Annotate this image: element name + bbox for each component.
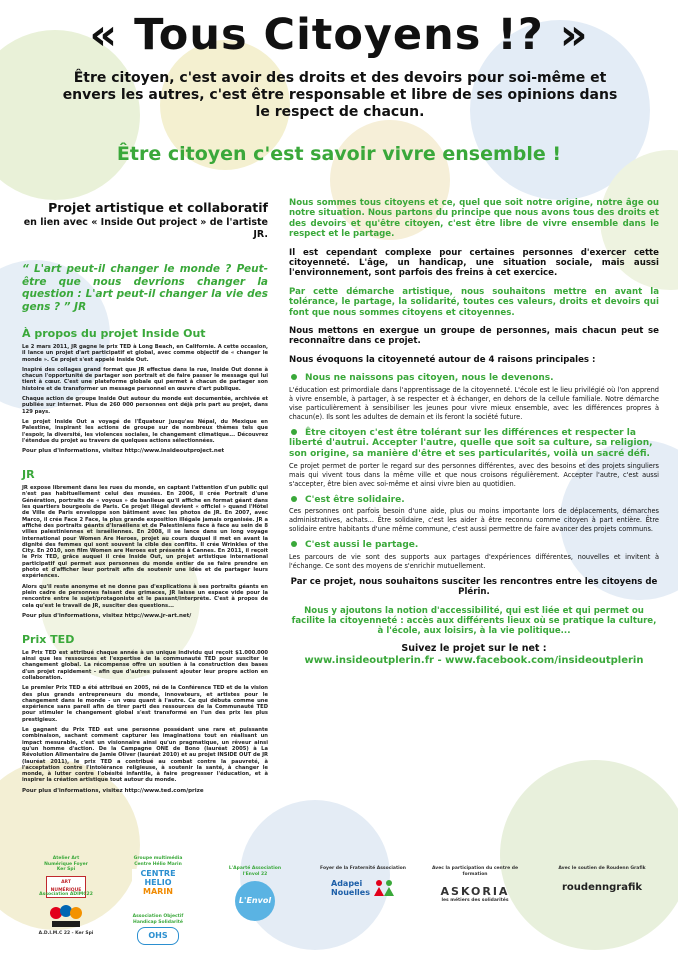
- ted-link[interactable]: Pour plus d'informations, visitez http://www.ted.com/prize: [22, 787, 204, 794]
- jr-paragraph: JR expose librement dans les rues du monde, en captant l'attention d'un public qui n'est pas habituellement celui des musées. En 2006, il crée Portrait d'une Génération, portraits de « voyous » de banlieue qu'il affiche en format géant dans les quartiers bourgeois de Paris. Ce projet illégal devient « officiel » quand l'Hôtel de Ville de Paris enveloppe son bâtiment avec les photos de JR. En 2007, avec Marco, il crée Face 2 Face, la plus grande exposition illégale jamais organisée. JR a affiché des portraits géants d'Israéliens et de Palestiniens face à face au sein de 8 villes palestiniennes et israéliennes. En 2008, il se lance dans un long voyage international pour Women Are Heroes, projet au cours duquel il met en avant la dignité des femmes qui sont souvent la cible des conflits. Il crée Wrinkles of the City. En 2010, son film Women are Heroes est présenté à Cannes. En 2011, il reçoit le Prix TED, grâce auquel il crée Inside Out, un projet artistique international participatif qui permet aux personnes du monde entier de se faire prendre en photo et d'afficher leur portrait afin de soutenir une idée et de partager leurs expériences.: [22, 485, 268, 580]
- ted-paragraph: Le gagnant du Prix TED est une personne possédant une rare et puissante combinaison, sachant comment capturer les imaginations tout en réalisant un impact mesurable, c'est un visionnaire ainsi qu'un pragmatique, un rêveur ainsi qu'un homme d'action. De la Campagne ONE de Bono (lauréat 2005) à La Révolution Alimentaire de Jamie Oliver (lauréat 2010) et au projet INSIDE OUT de JR (lauréat 2011), le prix TED a contribué au combat contre la pauvreté, à l'acceptation contre l'intolérance religieuse, à soutenir la santé, à changer le monde, à lutter contre l'obésité infantile, à faire progresser l'éducation, et à inspirer la création artistique tout autour du monde.: [22, 727, 268, 784]
- reason-item: [289, 373, 659, 422]
- logo-caption: Atelier Art Numérique Foyer Ker Spi: [44, 856, 88, 872]
- jr-link[interactable]: Pour plus d'informations, visitez http://www.jr-art.net/: [22, 612, 192, 619]
- about-link[interactable]: Pour plus d'informations, visitez http://www.insideoutproject.net: [22, 448, 225, 455]
- follow-links[interactable]: www.insideoutplerin.fr - www.facebook.com/insideoutplerin: [304, 654, 644, 666]
- bullet-dot-icon: [291, 429, 297, 435]
- reason-item: [289, 495, 659, 535]
- logo-caption: Groupe multimédia Centre Hélio Marin: [133, 856, 183, 867]
- about-heading: À propos du projet Inside Out: [22, 327, 206, 340]
- logo-mark: MARIN: [143, 887, 173, 896]
- partner-logo-adimc: [36, 892, 96, 936]
- right-paragraph-6: Par ce projet, nous souhaitons susciter les rencontres entre les citoyens de Plérin.: [290, 576, 658, 598]
- reason-body: Ces personnes ont parfois besoin d'une aide, plus ou moins importante lors de déplacements, démarches administratives, achats... Être solidaire, c'est les aider à être reconnu comme citoyen à part entière. Être solidaire entre habitants d'une même commune, c'est aussi permettre de faire avancer des projets communs.: [289, 507, 659, 534]
- logo-subcaption: les métiers des solidarités: [441, 898, 509, 903]
- partner-logos: [0, 856, 678, 960]
- poster-title: « Tous Citoyens !? »: [89, 10, 589, 60]
- right-paragraph-2: Il est cependant complexe pour certaines personnes d'exercer cette citoyenneté. L'âge, un handicap, une situation sociale, mais aussi l'environnement, sont parfois des freins à cet exercice.: [289, 247, 659, 279]
- partner-logo-askoria: [425, 866, 525, 904]
- reason-body: Ce projet permet de porter le regard sur des personnes différentes, avec des besoins et des projets singuliers mais qui vivent tous dans la même ville et que nous croisons régulièrement. Accepter l'autre, c'est aussi s'accepter, être bien avec soi-même et ainsi vivre bien au quotidien.: [289, 461, 659, 488]
- reason-body: Les parcours de vie sont des supports aux partages d'expériences différentes, nouvelles et invitent à l'échange. Ce sont des moyens de s'enrichir mutuellement.: [289, 552, 659, 570]
- about-paragraph: Inspiré des collages grand format que JR effectue dans la rue, Inside Out donne à chacun l'opportunité de partager son portrait et de faire passer le message qui lui tient à cœur. C'est une plateforme globale qui permet à chacun de partager son histoire et de transformer un message personnel en œuvre d'art publique.: [22, 366, 268, 392]
- right-paragraph-5: Nous évoquons la citoyenneté autour de 4 raisons principales :: [289, 354, 596, 365]
- logo-caption: Foyer de la Fraternité Association: [320, 866, 406, 871]
- logo-mark: CENTRE: [140, 869, 176, 878]
- logo-caption: Avec la participation du centre de formation: [431, 866, 519, 877]
- reason-body: L'éducation est primordiale dans l'apprentissage de la citoyenneté. L'école est le lieu privilégié où l'on apprend à vivre ensemble, à partager, à se respecter et à échanger, en dehors de la cellule familiale. Notre démarche vise particulièrement à sensibiliser les jeunes pour vivre mieux ensemble, avec les différences propres à chacun(e). Ils sont les adultes de demain et ils feront la société future.: [289, 385, 659, 421]
- logo-mark: OHS: [148, 931, 168, 940]
- partner-logo-envol: [220, 866, 290, 921]
- intro-text: Être citoyen, c'est avoir des droits et des devoirs pour soi-même et envers les autres, c'est être responsable et libre de ses opinions dans le respect de chacun.: [62, 70, 618, 120]
- partner-logo-adapei: [318, 866, 408, 898]
- logo-mark: A.D.I.M.C 22 - Ker Spi: [38, 930, 94, 936]
- adapei-people-icon: [373, 878, 395, 898]
- logo-mark: HELIO: [144, 878, 172, 887]
- jr-quote: “ L'art peut-il changer le monde ? Peut-être que nous devrions changer la question : L'art peut-il changer la vie des gens ? ” JR: [22, 263, 268, 313]
- right-paragraph-1: Nous sommes tous citoyens et ce, quel que soit notre origine, notre âge ou notre situation. Nous partons du principe que nous avons tous des droits et des devoirs et qu'être citoyen, c'est être libre de vivre ensemble dans le respect et le partage.: [289, 198, 659, 240]
- logo-caption: Association Objectif Handicap Solidarité: [132, 914, 184, 925]
- logo-mark: ASKORIA: [440, 885, 510, 898]
- bullet-dot-icon: [291, 541, 297, 547]
- project-subtitle: en lien avec « Inside Out project » de l'artiste JR.: [23, 217, 268, 240]
- partner-logo-roudenn-grafik: [552, 866, 652, 893]
- logo-caption: Association ADIMC22: [39, 892, 93, 897]
- about-paragraph: Le projet Inside Out a voyagé de l'Équateur jusqu'au Népal, du Mexique en Palestine, inspirant les actions de groupe sur de nombreux thèmes tels que l'espoir, la diversité, les violences sociales, le changement climatique... Découvrez l'étendue du projet au travers de quelques actions sélectionnées.: [22, 418, 268, 444]
- about-paragraph: Chaque action de groupe Inside Out autour du monde est documentée, archivée et publiée sur internet. Plus de 260 000 personnes ont déjà pris part au projet, dans 129 pays.: [22, 396, 268, 415]
- right-paragraph-3: Par cette démarche artistique, nous souhaitons mettre en avant la tolérance, le partage, la solidarité, toutes ces valeurs, droits et devoirs qui font que nous sommes citoyens et citoyennes.: [289, 286, 659, 318]
- ted-paragraph: Le premier Prix TED a été attribué en 2005, né de la Conférence TED et de la vision des plus grands entrepreneurs du monde, innovateurs, et artistes pour le changement dans le monde - un vœu quant à l'autre. Ce qui débuta comme une expérience sans pareil afin de tirer parti des ressources de la Communauté TED pour stimuler le changement global s'est transformé en l'un des prix les plus prestigieux.: [22, 685, 268, 723]
- right-column: [289, 198, 659, 666]
- reason-heading: C'est aussi le partage.: [305, 540, 419, 551]
- follow-label: Suivez le projet sur le net :: [401, 642, 547, 654]
- logo-mark: Adapei: [331, 878, 363, 888]
- reason-heading: C'est être solidaire.: [305, 494, 405, 505]
- adimc-logo-icon: [46, 901, 86, 931]
- ted-paragraph: Le Prix TED est attribué chaque année à un unique individu qui reçoit $1.000.000 ainsi que les ressources et l'expertise de la communauté TED pour susciter le changement global. La récompense offre un soutien à la construction des bases d'un projet rapidement - afin que d'autres puissent ajouter leur propre action en collaboration.: [22, 649, 268, 681]
- jr-paragraph: Alors qu'il reste anonyme et ne donne pas d'explications à ses portraits géants en plein cadre de personnes faisant des grimaces, JR laisse un espace vide pour la rencontre entre le sujet/protagoniste et le passant/interprète. C'est à propos de cela qu'est le travail de JR, susciter des questions...: [22, 583, 268, 609]
- reason-item: [289, 540, 659, 571]
- left-column: [22, 200, 268, 794]
- envol-logo-icon: [235, 881, 275, 921]
- logo-mark: L'Envol: [238, 896, 272, 905]
- partner-logo-helio-marin: [128, 856, 188, 907]
- right-paragraph-4: Nous mettons en exergue un groupe de personnes, mais chacun peut se reconnaître dans ce projet.: [289, 326, 659, 347]
- ohs-logo-icon: [137, 927, 179, 945]
- bullet-dot-icon: [291, 496, 297, 502]
- jr-heading: JR: [22, 468, 35, 482]
- reason-item: [289, 428, 659, 489]
- bullet-dot-icon: [291, 374, 297, 380]
- reason-heading: Nous ne naissons pas citoyen, nous le devenons.: [305, 373, 554, 384]
- ted-heading: Prix TED: [22, 632, 75, 646]
- partner-logo-ohs: [128, 914, 188, 945]
- right-paragraph-7: Nous y ajoutons la notion d'accessibilité, qui est liée et qui permet ou facilite la citoyenneté : accès aux différents lieux où se pratique la culture, à l'école, aux loisirs, à la vie politique...: [291, 605, 657, 637]
- logo-mark: roudenngrafik: [562, 881, 642, 893]
- logo-mark: Nouelles: [331, 887, 370, 897]
- helio-marin-logo-icon: [132, 869, 184, 907]
- about-paragraph: Le 2 mars 2011, JR gagne le prix TED à Long Beach, en Californie. A cette occasion, il lance un projet d'art participatif et global, avec comme objectif de « changer le monde ». Ce projet s'est appelé Inside Out.: [22, 344, 268, 363]
- askoria-logo-icon: [425, 885, 525, 898]
- reason-heading: Être citoyen c'est être tolérant sur les différences et respecter la liberté d'autrui. Accepter l'autre, quelle que soit sa culture, sa religion, son origine, sa manière d'être et ses particularités, voilà un sacré défi.: [289, 427, 653, 460]
- logo-caption: Avec le soutien de Roudenn Grafik: [558, 866, 646, 871]
- roudenn-grafik-logo-icon: [552, 882, 652, 893]
- slogan: Être citoyen c'est savoir vivre ensemble !: [116, 143, 562, 165]
- project-title: Projet artistique et collaboratif: [48, 200, 268, 215]
- logo-mark: ART NUMÉRIQUE: [50, 879, 82, 893]
- logo-caption: L'Aparté Association l'Envol 22: [228, 866, 282, 877]
